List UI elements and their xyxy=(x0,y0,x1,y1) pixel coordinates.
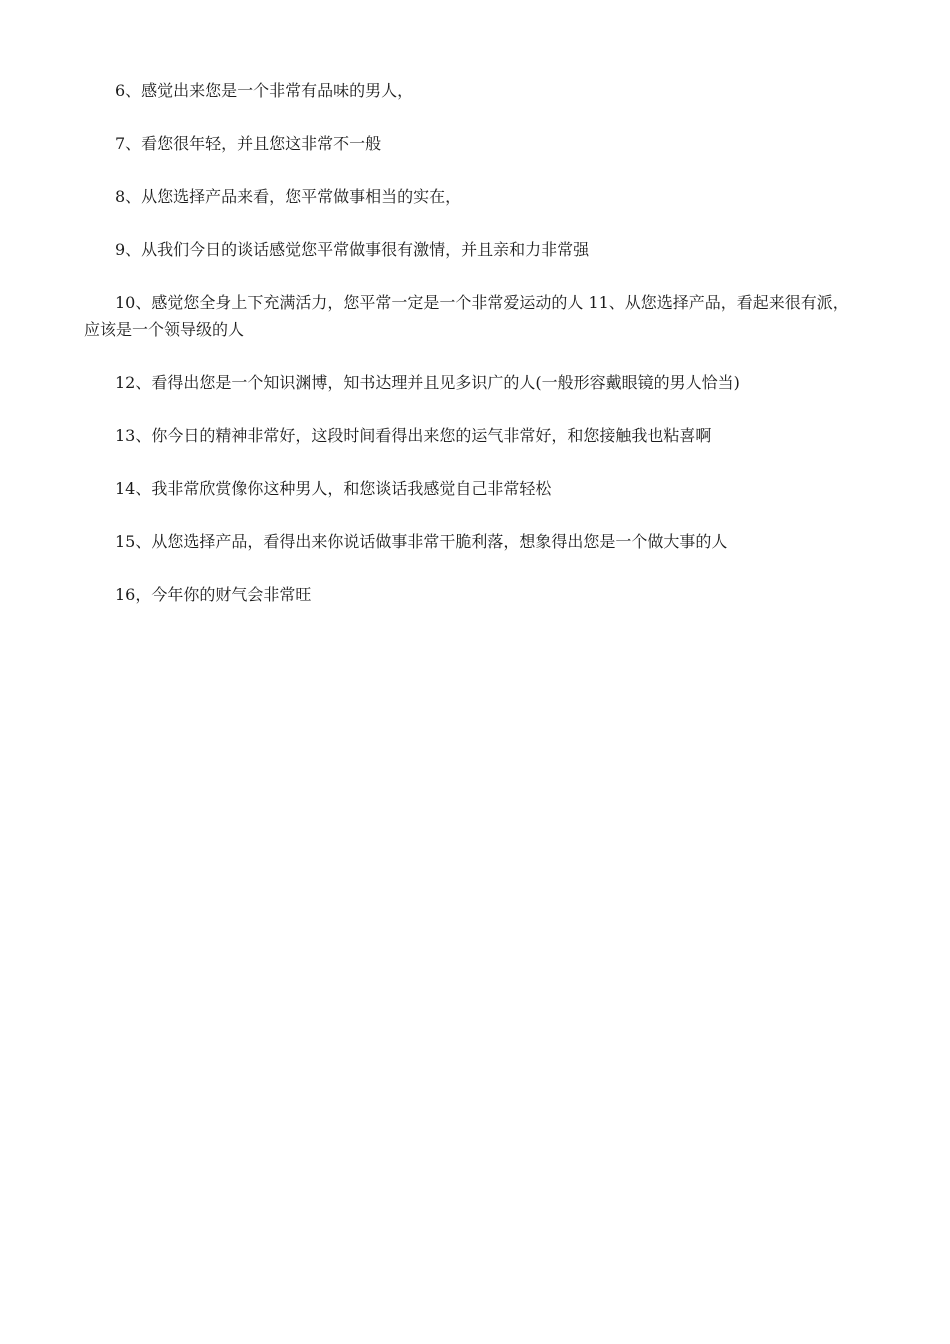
paragraph-14: 14、我非常欣赏像你这种男人，和您谈话我感觉自己非常轻松 xyxy=(115,478,552,498)
paragraph-15: 15、从您选择产品，看得出来你说话做事非常干脆利落，想象得出您是一个做大事的人 xyxy=(115,531,728,551)
paragraph-10-11: 10、感觉您全身上下充满活力，您平常一定是一个非常爱运动的人 11、从您选择产品，看起来很有派，应该是一个领导级的人 xyxy=(84,293,849,339)
paragraph-12: 12、看得出您是一个知识渊博，知书达理并且见多识广的人(一般形容戴眼镜的男人恰当) xyxy=(115,372,740,392)
paragraph-6: 6、感觉出来您是一个非常有品味的男人， xyxy=(115,81,414,100)
paragraph-8: 8、从您选择产品来看，您平常做事相当的实在， xyxy=(115,187,462,206)
paragraph-16: 16，今年你的财气会非常旺 xyxy=(115,584,312,604)
paragraph-7: 7、看您很年轻，并且您这非常不一般 xyxy=(115,134,382,153)
paragraph-13: 13、你今日的精神非常好，这段时间看得出来您的运气非常好，和您接触我也粘喜啊 xyxy=(115,425,712,445)
document-body xyxy=(84,78,864,635)
paragraph-9: 9、从我们今日的谈话感觉您平常做事很有激情，并且亲和力非常强 xyxy=(115,240,590,259)
